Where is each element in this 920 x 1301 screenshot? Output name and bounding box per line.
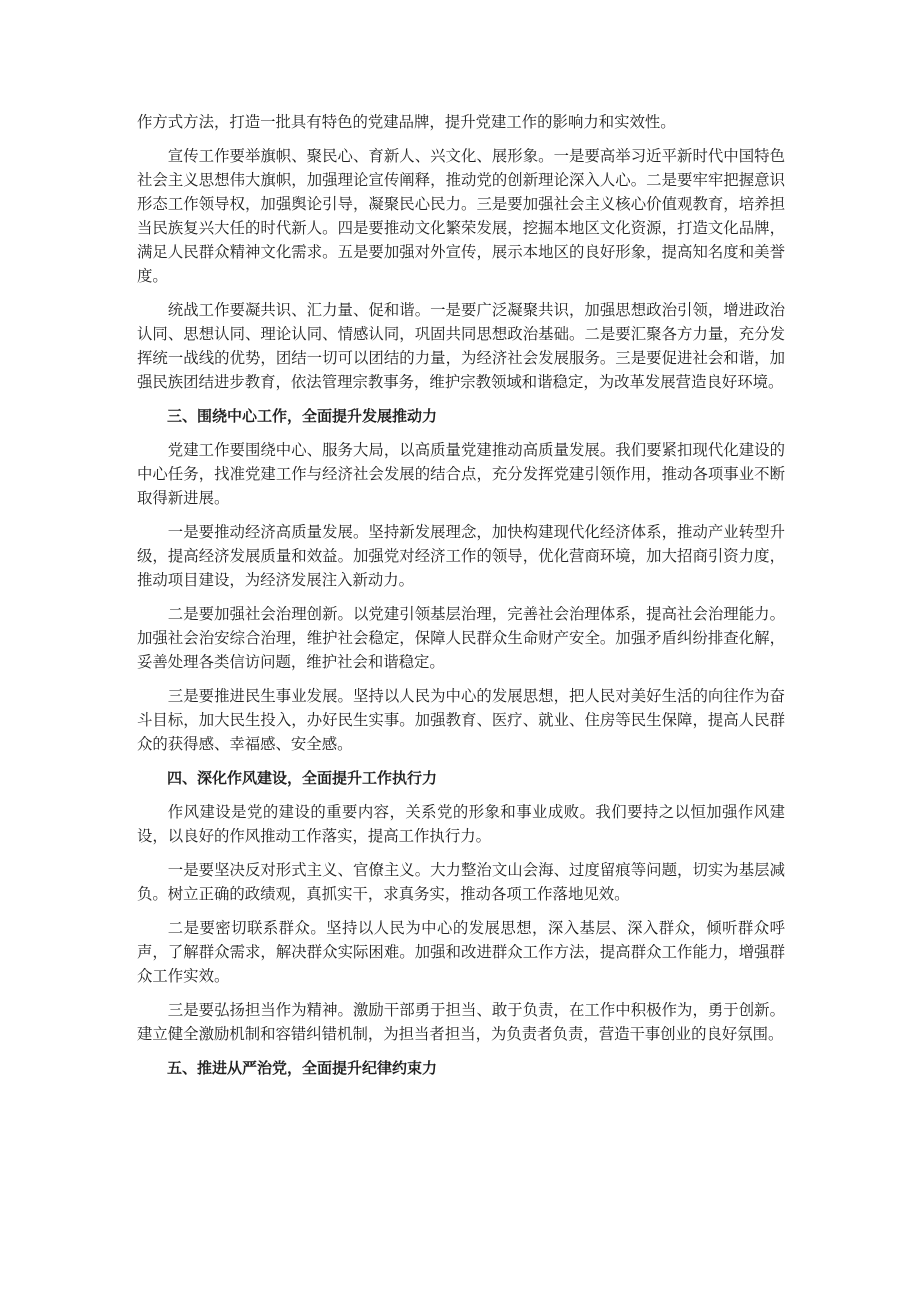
paragraph: 一是要推动经济高质量发展。坚持新发展理念，加快构建现代化经济体系，推动产业转型升级，提高经济发展质量和效益。加强党对经济工作的领导，优化营商环境，加大招商引资力度，推动项目建设，为经济发展注入新动力。 — [137, 523, 785, 589]
document-page — [137, 110, 785, 1090]
paragraph: 一是要坚决反对形式主义、官僚主义。大力整治文山会海、过度留痕等问题，切实为基层减负。树立正确的政绩观，真抓实干，求真务实，推动各项工作落地见效。 — [137, 861, 785, 903]
paragraph: 作风建设是党的建设的重要内容，关系党的形象和事业成败。我们要持之以恒加强作风建设，以良好的作风推动工作落实，提高工作执行力。 — [137, 803, 785, 845]
section-heading: 五、推进从严治党，全面提升纪律约束力 — [167, 1059, 438, 1077]
paragraph: 宣传工作要举旗帜、聚民心、育新人、兴文化、展形象。一是要高举习近平新时代中国特色社会主义思想伟大旗帜，加强理论宣传阐释，推动党的创新理论深入人心。二是要牢牢把握意识形态工作领导权，加强舆论引导，凝聚民心民力。三是要加强社会主义核心价值观教育，培养担当民族复兴大任的时代新人。四是要推动文化繁荣发展，挖掘本地区文化资源，打造文化品牌，满足人民群众精神文化需求。五是要加强对外宣传，展示本地区的良好形象，提高知名度和美誉度。 — [137, 147, 785, 285]
paragraph: 三是要弘扬担当作为精神。激励干部勇于担当、敢于负责，在工作中积极作为，勇于创新。建立健全激励机制和容错纠错机制，为担当者担当，为负责者负责，营造干事创业的良好氛围。 — [137, 1001, 785, 1043]
paragraph: 二是要密切联系群众。坚持以人民为中心的发展思想，深入基层、深入群众，倾听群众呼声，了解群众需求，解决群众实际困难。加强和改进群众工作方法，提高群众工作能力，增强群众工作实效。 — [137, 919, 785, 985]
paragraph: 二是要加强社会治理创新。以党建引领基层治理，完善社会治理体系，提高社会治理能力。加强社会治安综合治理，维护社会稳定，保障人民群众生命财产安全。加强矛盾纠纷排查化解，妥善处理各类信访问题，维护社会和谐稳定。 — [137, 605, 785, 671]
paragraph: 作方式方法，打造一批具有特色的党建品牌，提升党建工作的影响力和实效性。 — [137, 113, 676, 131]
paragraph: 三是要推进民生事业发展。坚持以人民为中心的发展思想，把人民对美好生活的向往作为奋斗目标，加大民生投入，办好民生实事。加强教育、医疗、就业、住房等民生保障，提高人民群众的获得感、幸福感、安全感。 — [137, 687, 785, 753]
paragraph: 统战工作要凝共识、汇力量、促和谐。一是要广泛凝聚共识，加强思想政治引领，增进政治认同、思想认同、理论认同、情感认同，巩固共同思想政治基础。二是要汇聚各方力量，充分发挥统一战线的优势，团结一切可以团结的力量，为经济社会发展服务。三是要促进社会和谐，加强民族团结进步教育，依法管理宗教事务，维护宗教领域和谐稳定，为改革发展营造良好环境。 — [137, 301, 785, 391]
section-heading: 三、围绕中心工作，全面提升发展推动力 — [167, 407, 438, 425]
paragraph: 党建工作要围绕中心、服务大局，以高质量党建推动高质量发展。我们要紧扣现代化建设的中心任务，找准党建工作与经济社会发展的结合点，充分发挥党建引领作用，推动各项事业不断取得新进展。 — [137, 441, 785, 507]
section-heading: 四、深化作风建设，全面提升工作执行力 — [167, 769, 438, 787]
